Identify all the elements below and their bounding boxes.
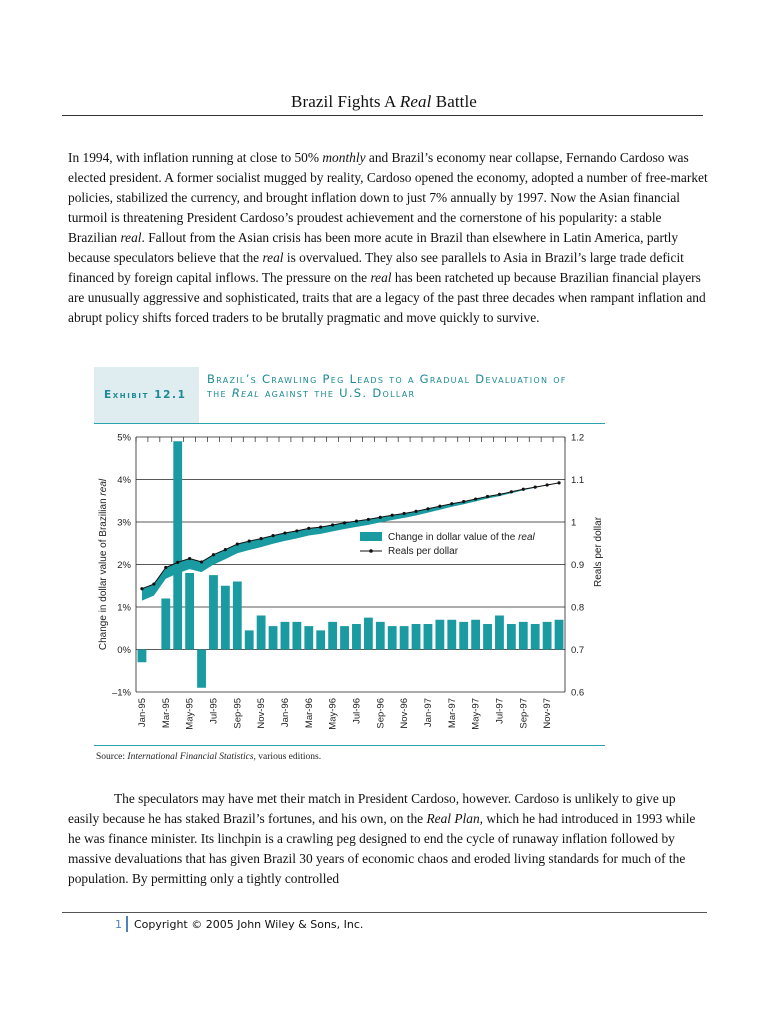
paragraph-cardoso [68,789,708,889]
chart-line-point [426,507,429,510]
exhibit-label: Exhibit 12.1 [104,389,187,401]
x-tick-label: Mar-96 [303,698,315,729]
x-tick-label: Jul-96 [351,698,363,724]
paragraph-run: Real Plan, [426,811,484,826]
x-tick-label: Sep-97 [518,698,530,729]
chart-line-point [176,561,179,564]
y2-tick-label: 0.7 [571,645,585,656]
chart-bar [185,573,194,650]
chart-bar [388,626,397,649]
chart-bar [435,620,444,650]
y2-tick-label: 1.1 [571,475,585,486]
paragraph-run: and Brazil’s economy near collapse, Fernando Cardoso was elected president. A former socialist mugged by reality, Cardoso opened the economy, adopted a number of free-market policies, stabilized the currency, and brought inflation down to just 7% annually by 1997. Now the Asian financial turmoil is threatening President Cardoso’s proudest achievement and the cornerstone of his popularity: a stable Brazilian [68,150,708,245]
chart-line-point [283,531,286,534]
chart-bar [281,622,290,650]
chart-bar [352,624,361,650]
chart-line-point [510,490,513,493]
x-tick-label: Mar-95 [160,698,172,729]
chart-bar [459,622,468,650]
chart-line-point [260,537,263,540]
y-axis-title-text: Change in dollar value of Brazilian [98,495,109,651]
chart-line-point [557,481,560,484]
page-number: 1 [115,918,122,931]
chart-line-point [200,560,203,563]
x-tick-label: Mar-97 [446,698,458,729]
chart-bar [519,622,528,650]
title-divider [62,115,703,116]
exhibit-bottom-rule [94,745,605,746]
footer-separator [126,916,128,932]
chart-bar [304,626,313,649]
chart-line-point [319,526,322,529]
chart-line-point [355,520,358,523]
chart-bar [269,626,278,649]
y2-axis-title: Reals per dollar [593,516,604,588]
footer-copyright: Copyright © 2005 John Wiley & Sons, Inc. [134,918,364,931]
chart-bar [424,624,433,650]
x-tick-label: Nov-97 [542,698,554,729]
y-tick-label: –1% [111,687,131,699]
x-tick-label: Jan-96 [279,698,291,728]
chart-bar [495,616,504,650]
chart-bar [316,630,325,649]
paragraph-run: which he had introduced in 1993 while he was finance minister. Its linchpin is a crawling peg designed to end the cycle of runaway inflation followed by massive devaluations that has given Brazil 30 years of economic chaos and eroded living standards for much of the population. By permitting only a tightly controlled [68,811,696,886]
chart-line-point [307,527,310,530]
paragraph-run: monthly [322,150,366,165]
y2-tick-label: 0.6 [571,687,585,699]
x-tick-label: Jan-97 [422,698,434,728]
x-tick-label: May-97 [470,698,482,730]
chart-line-point [474,497,477,500]
chart-line-point [295,529,298,532]
chart-bar [221,586,230,650]
y-tick-label: 5% [117,432,131,444]
chart-line-point [403,512,406,515]
chart-line-point [546,483,549,486]
paragraph-run: is overvalued. They also see parallels to Asia in Brazil’s large trade deficit financed by foreign capital inflows. The pressure on the [68,250,684,285]
legend-label-bar-text: Change in dollar value of the [388,532,519,543]
x-tick-label: May-95 [184,698,196,730]
chart-line-point [271,534,274,537]
chart-bar [531,624,540,650]
y2-tick-label: 1.2 [571,432,585,444]
y-tick-label: 1% [117,602,131,614]
x-tick-label: Jul-95 [208,698,220,724]
chart-line-point [140,587,143,590]
chart-line-point [224,548,227,551]
chart-bar [233,582,242,650]
chart-line-point [534,486,537,489]
chart-bar [209,575,218,649]
chart-line-point [391,514,394,517]
chart-line-point [450,502,453,505]
legend-label-bar-italic: real [518,532,535,543]
chart-line-point [486,495,489,498]
x-tick-label: Nov-96 [399,698,411,729]
y2-tick-label: 1 [571,517,577,529]
chart-bar [376,622,385,650]
chart-line-point [414,510,417,513]
chart-bar [543,622,552,650]
chart-bar [412,624,421,650]
chart-bar [364,618,373,650]
chart-bar [292,622,301,650]
x-tick-label: May-96 [327,698,339,730]
legend-swatch-marker [369,549,373,553]
chart-bar [447,620,456,650]
legend-label-line: Reals per dollar [388,546,459,557]
chart-source-note: Source: International Financial Statistics, various editions. [96,752,322,762]
legend-label-bar [388,532,536,543]
y-tick-label: 3% [117,517,131,529]
chart-line-point [236,543,239,546]
chart-line-point [164,566,167,569]
paragraph-run: real [370,270,392,285]
x-tick-label: Jan-95 [136,698,148,728]
y-axis-title [98,478,109,650]
x-tick-label: Sep-95 [232,698,244,729]
paragraph-intro [68,148,708,328]
chart-bar [328,622,337,650]
chart-bar [483,624,492,650]
chart-line-point [188,557,191,560]
paragraph-run: The speculators may have met their match in President Cardoso, however. Cardoso is unlikely to give up easily because he has staked Brazil’s fortunes, and his own, on the [68,791,676,826]
paragraph-run: . Fallout from the Asian crisis has been more acute in Brazil than elsewhere in Latin America, partly because speculators believe that the [68,230,679,265]
chart-line-point [522,488,525,491]
chart-line-point [343,521,346,524]
y-tick-label: 0% [117,645,131,656]
legend-swatch-bar [360,532,382,541]
chart-bar [400,626,409,649]
chart-bar [138,650,147,663]
paragraph-run: real [120,230,142,245]
x-tick-label: Nov-95 [256,698,268,729]
chart-line-point [152,582,155,585]
y2-tick-label: 0.8 [571,602,585,614]
paragraph-run: has been ratcheted up because Brazilian financial players are unusually aggressive and sophisticated, traits that are a legacy of the past three decades when rampant inflation and abrupt policy shifts forced traders to be brutally pragmatic and move quickly to survive. [68,270,706,325]
x-tick-label: Jul-97 [494,698,506,724]
chart-bar [161,599,170,650]
chart-line-point [248,540,251,543]
chart-line-point [367,518,370,521]
chart-line-point [212,553,215,556]
chart-line-point [462,500,465,503]
exhibit-chart [94,424,605,744]
footer-divider [62,912,707,913]
chart-bar [197,650,206,688]
paragraph-run: In 1994, with inflation running at close to 50% [68,150,323,165]
chart-line-point [498,493,501,496]
exhibit-title: Brazil’s Crawling Peg Leads to a Gradual Devaluation of the Real against the U.S. Dollar [207,372,567,400]
chart-bar [471,620,480,650]
chart-bar [245,630,254,649]
page-title: Brazil Fights A Real Battle [291,92,477,111]
chart-bar [173,441,182,649]
y2-tick-label: 0.9 [571,560,585,571]
chart-bar [507,624,516,650]
paragraph-run: real [262,250,284,265]
chart-bar [257,616,266,650]
chart-bar [555,620,564,650]
x-tick-label: Sep-96 [375,698,387,729]
y-tick-label: 4% [117,475,131,486]
y-tick-label: 2% [117,560,131,571]
chart-line-point [331,523,334,526]
chart-line-point [438,505,441,508]
y-axis-title-italic: real [98,478,109,496]
chart-bar [340,626,349,649]
chart-line-point [379,516,382,519]
